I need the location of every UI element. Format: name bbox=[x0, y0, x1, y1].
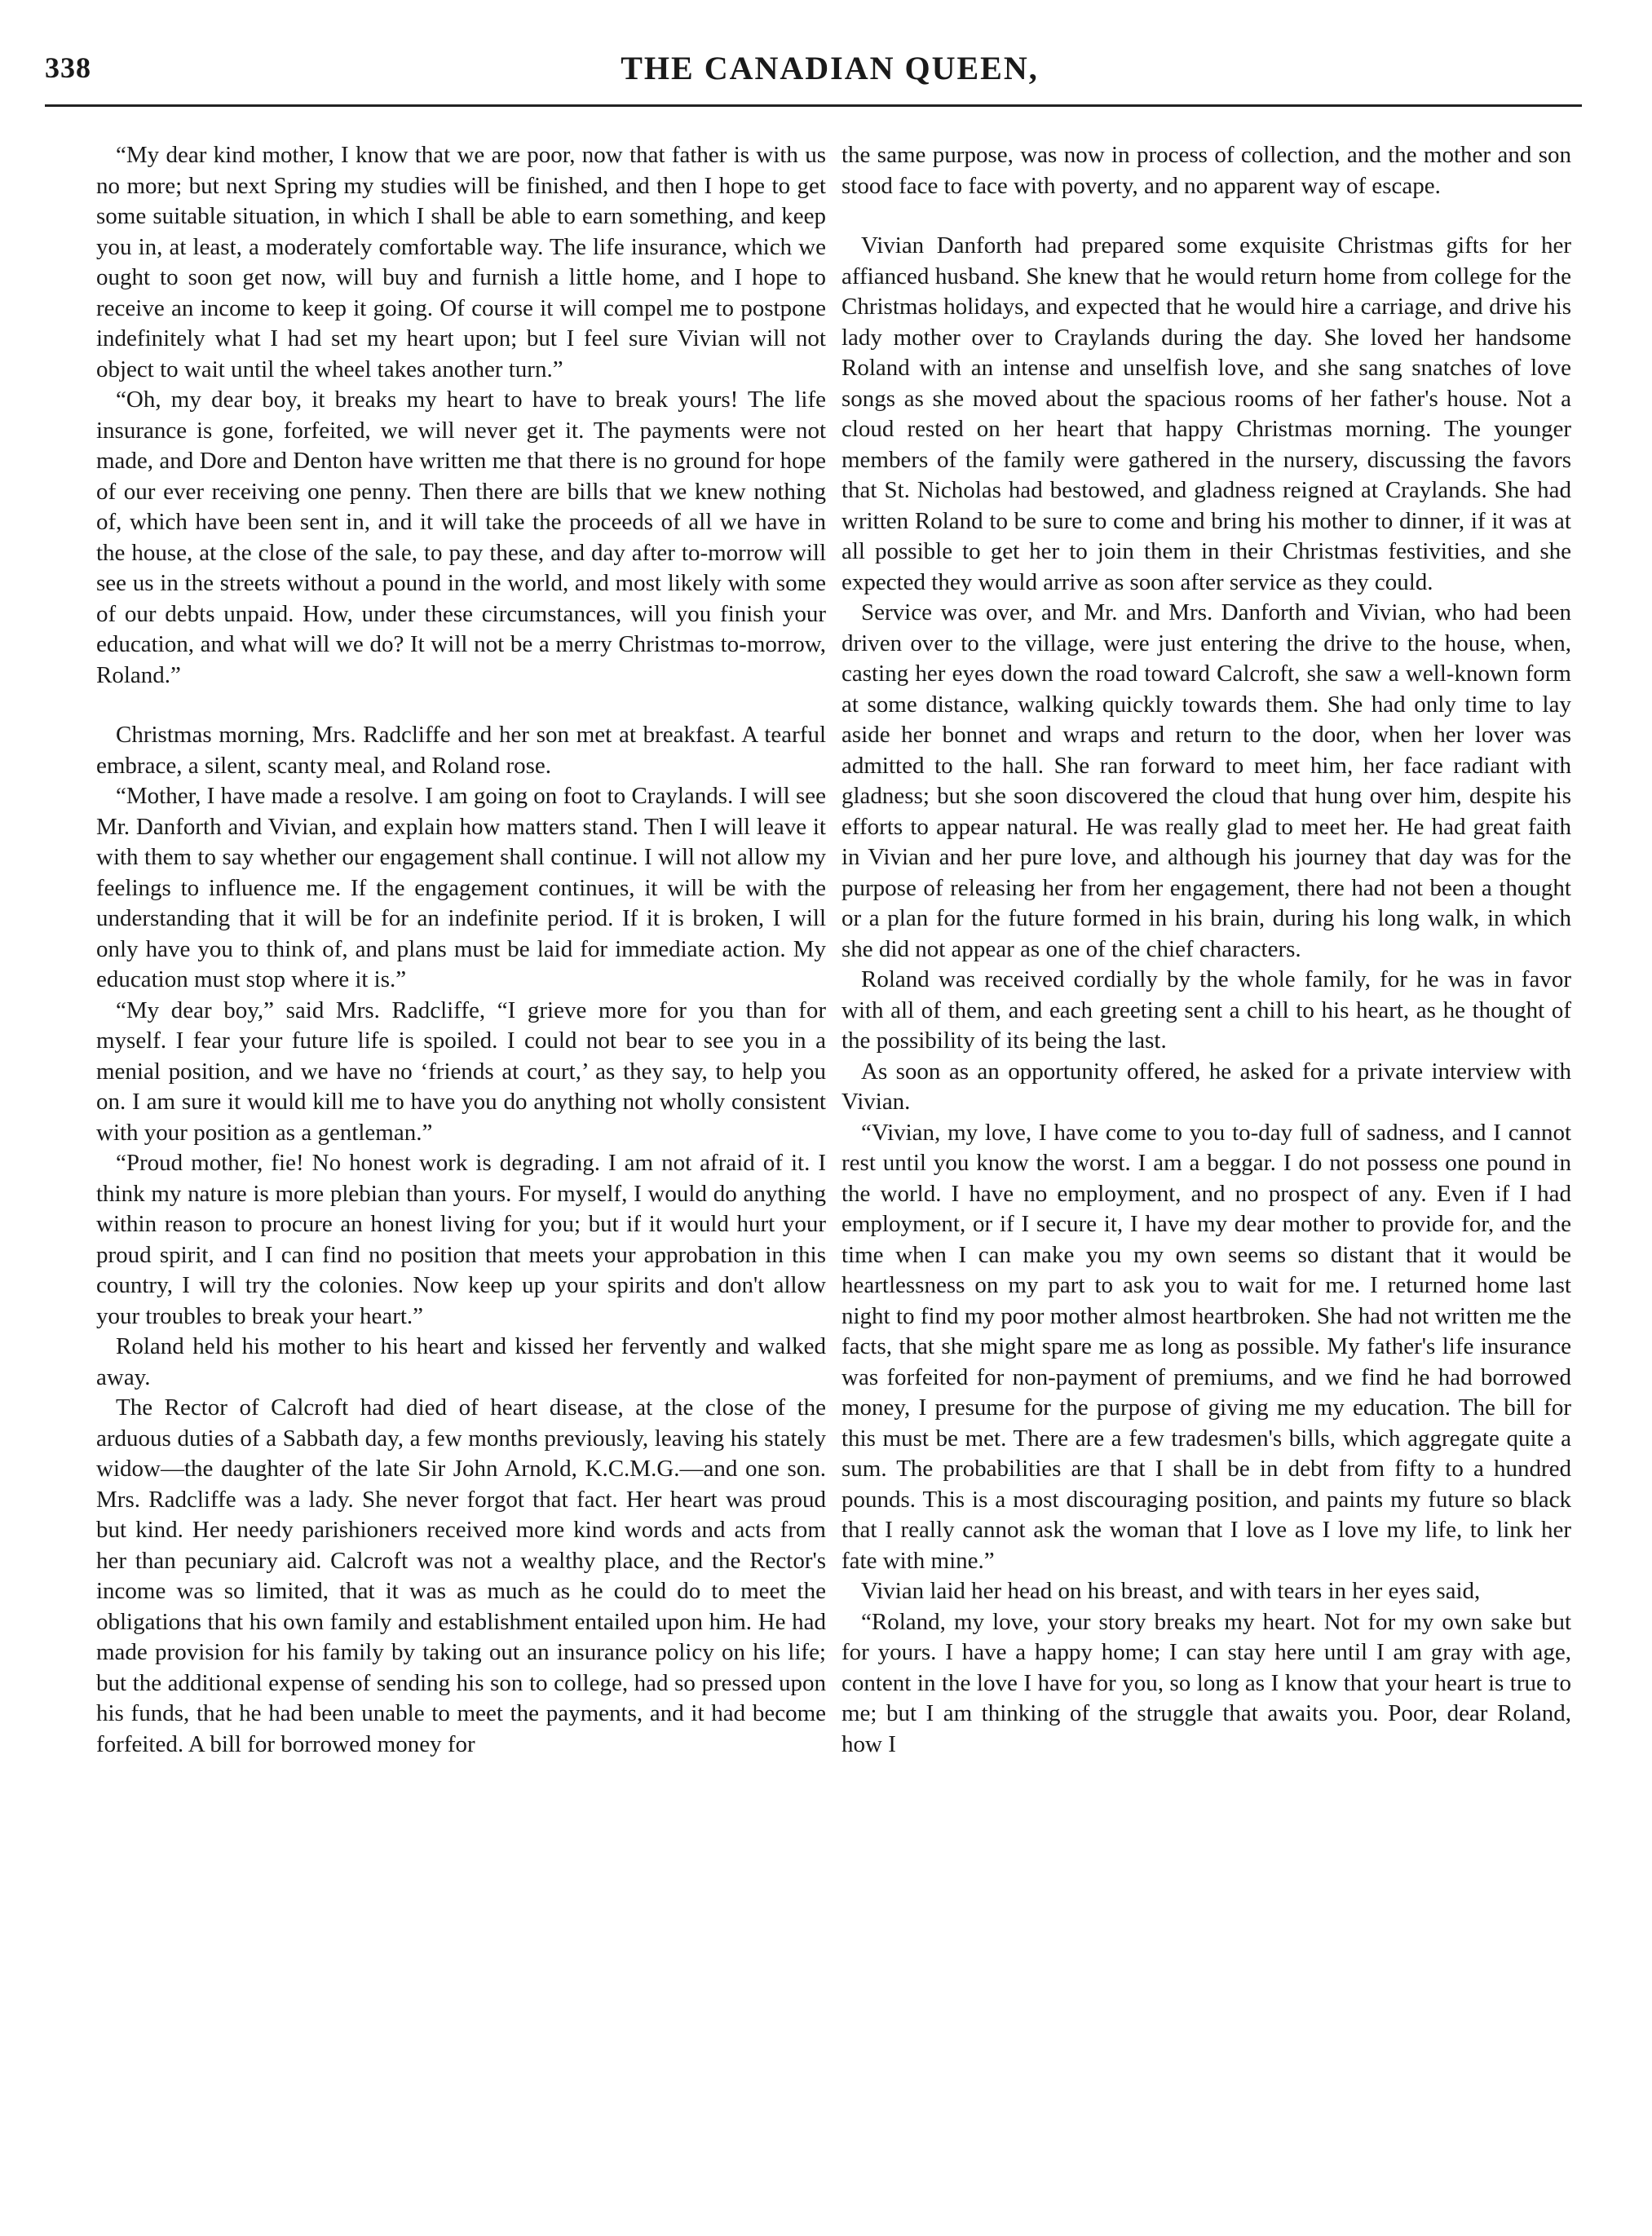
page-number: 338 bbox=[45, 51, 91, 84]
paragraph: Vivian laid her head on his breast, and with tears in her eyes said, bbox=[861, 1578, 1481, 1604]
paragraph: “My dear boy,” said Mrs. Radcliffe, “I grieve more for you than for myself. I fear your future life is spoiled. I could not bear to see you in a menial position, and we have no ‘friends at court,’ as they say, to help you on. I am sure it would kill me to have you do anything not wholly consistent with your position as a gentleman.” bbox=[96, 996, 826, 1146]
right-column bbox=[841, 140, 1571, 1760]
paragraph: the same purpose, was now in process of collection, and the mother and son stood face to face with poverty, and no apparent way of escape. bbox=[841, 142, 1571, 199]
header-rule bbox=[45, 104, 1582, 107]
running-title: THE CANADIAN QUEEN, bbox=[621, 50, 1039, 86]
paragraph: Roland was received cordially by the whole family, for he was in favor with all of them, and each greeting sent a chill to his heart, as he thought of the possibility of its being the last. bbox=[841, 966, 1571, 1054]
paragraph: As soon as an opportunity offered, he asked for a private interview with Vivian. bbox=[841, 1058, 1571, 1115]
paragraph: “Oh, my dear boy, it breaks my heart to have to break yours! The life insurance is gone, forfeited, we will never get it. The payments were not made, and Dore and Denton have written me that there is no ground for hope of our ever receiving one penny. Then there are bills that we knew nothing of, which have been sent in, and it will take the proceeds of all we have in the house, at the close of the sale, to pay these, and day after to-morrow will see us in the streets without a pound in the world, and most likely with some of our debts unpaid. How, under these circumstances, will you finish your education, and what will we do? It will not be a merry Christmas to-morrow, Roland.” bbox=[96, 387, 826, 688]
left-column bbox=[96, 140, 826, 1760]
paragraph: “Mother, I have made a resolve. I am going on foot to Craylands. I will see Mr. Danforth and Vivian, and explain how matters stand. Then I will leave it with them to say whether our engagement shall continue. I will not allow my feelings to influence me. If the engagement continues, it will be with the understanding that it will be for an indefinite period. If it is broken, I will only have you to think of, and plans must be laid for immediate action. My education must stop where it is.” bbox=[96, 783, 826, 992]
paragraph: “My dear kind mother, I know that we are poor, now that father is with us no more; but next Spring my studies will be finished, and then I hope to get some suitable situation, in which I shall be able to earn something, and keep you in, at least, a moderately comfortable way. The life insurance, which we ought to soon get now, will buy and furnish a little home, and I hope to receive an income to keep it going. Of course it will compel me to postpone indefinitely what I had set my heart upon; but I feel sure Vivian will not object to wait until the wheel takes another turn.” bbox=[96, 142, 826, 382]
paragraph: The Rector of Calcroft had died of heart disease, at the close of the arduous duties of a Sabbath day, a few months previously, leaving his stately widow—the daughter of the late Sir John Arnold, K.C.M.G.—and one son. Mrs. Radcliffe was a lady. She never forgot that fact. Her heart was proud but kind. Her needy parishioners received more kind words and acts from her than pecuniary aid. Calcroft was not a wealthy place, and the Rector's income was so limited, that it was as much as he could do to meet the obligations that his own family and establishment entailed upon him. He had made provision for his family by taking out an insurance policy on his life; but the additional expense of sending his son to college, had so pressed upon his funds, that he had been unable to meet the payments, and it had become forfeited. A bill for borrowed money for bbox=[96, 1394, 826, 1757]
paragraph: “Proud mother, fie! No honest work is degrading. I am not afraid of it. I think my nature is more plebian than yours. For myself, I would do anything within reason to procure an honest living for you; but if it would hurt your proud spirit, and I can find no position that meets your approbation in this country, I will try the colonies. Now keep up your spirits and don't allow your troubles to break your heart.” bbox=[96, 1150, 826, 1329]
paragraph: Christmas morning, Mrs. Radcliffe and her son met at breakfast. A tearful embrace, a silent, scanty meal, and Roland rose. bbox=[96, 722, 826, 779]
page-header bbox=[45, 49, 1614, 98]
paragraph: Vivian Danforth had prepared some exquisite Christmas gifts for her affianced husband. She knew that he would return home from college for the Christmas holidays, and expected that he would hire a carriage, and drive his lady mother over to Craylands during the day. She loved her handsome Roland with an intense and unselfish love, and she sang snatches of love songs as she moved about the spacious rooms of her father's house. Not a cloud rested on her heart that happy Christmas morning. The younger members of the family were gathered in the nursery, discussing the favors that St. Nicholas had bestowed, and gladness reigned at Craylands. She had written Roland to be sure to come and bring his mother to dinner, if it was at all possible to get her to join them in their Christmas festivities, and she expected they would arrive as soon after service as they could. bbox=[841, 232, 1571, 595]
paragraph: “Roland, my love, your story breaks my heart. Not for my own sake but for yours. I have a happy home; I can stay here until I am gray with age, content in the love I have for you, so long as I know that your heart is true to me; but I am thinking of the struggle that awaits you. Poor, dear Roland, how I bbox=[841, 1608, 1571, 1757]
paragraph: “Vivian, my love, I have come to you to-day full of sadness, and I cannot rest until you know the worst. I am a beggar. I do not possess one pound in the world. I have no employment, and no prospect of any. Even if I had employment, or if I secure it, I have my dear mother to provide for, and the time when I can make you my own seems so distant that it would be heartlessness on my part to ask you to wait for me. I returned home last night to find my poor mother almost heartbroken. She had not written me the facts, that she might spare me as long as possible. My father's life insurance was forfeited for non-payment of premiums, and we find he had borrowed money, I presume for the purpose of giving me my education. The bill for this must be met. There are a few tradesmen's bills, which aggregate quite a sum. The probabilities are that I shall be in debt from fifty to a hundred pounds. This is a most discouraging position, and paints my future so black that I really cannot ask the woman that I love as I love my life, to link her fate with mine.” bbox=[841, 1119, 1571, 1574]
paragraph: Service was over, and Mr. and Mrs. Danforth and Vivian, who had been driven over to the village, were just entering the drive to the house, when, casting her eyes down the road toward Calcroft, she saw a well-known form at some distance, walking quickly towards them. She had only time to lay aside her bonnet and wraps and return to the door, when her lover was admitted to the hall. She ran forward to meet him, her face radiant with gladness; but she soon discovered the cloud that hung over him, despite his efforts to appear natural. He was really glad to meet her. He had great faith in Vivian and her pure love, and although his journey that day was for the purpose of releasing her from her engagement, there had not been a thought or a plan for the future formed in his brain, during his long walk, in which she did not appear as one of the chief characters. bbox=[841, 599, 1571, 962]
paragraph: Roland held his mother to his heart and kissed her fervently and walked away. bbox=[96, 1333, 826, 1390]
